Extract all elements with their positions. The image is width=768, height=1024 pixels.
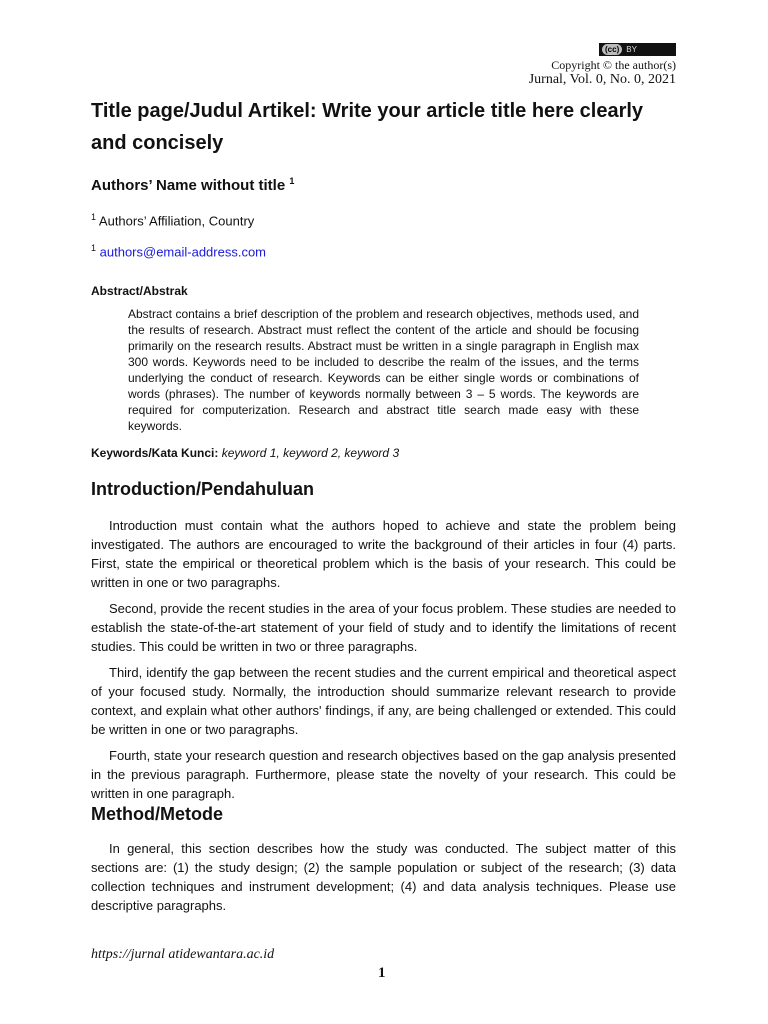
introduction-body xyxy=(91,516,676,810)
method-heading: Method/Metode xyxy=(91,804,223,824)
by-label: BY xyxy=(626,45,637,54)
authors xyxy=(91,176,294,194)
cc-by-license-badge xyxy=(599,43,676,56)
keywords xyxy=(91,446,399,460)
article-title: Title page/Judul Artikel: Write your article title here clearly and concisely xyxy=(91,100,644,154)
footer-url: https://jurnal atidewantara.ac.id xyxy=(91,947,275,962)
paragraph: Introduction must contain what the authors hoped to achieve and state the problem being investigated. The authors are encouraged to write the background of their articles in four (4) parts. First, state the empirical or theoretical problem which is the basis of your research. This could be written in one or two paragraphs. xyxy=(91,518,676,590)
page-number: 1 xyxy=(378,965,386,981)
keywords-value: keyword 1, keyword 2, keyword 3 xyxy=(221,446,400,460)
cc-icon: (cc) xyxy=(602,44,622,55)
affiliation-text: Authors’ Affiliation, Country xyxy=(98,213,255,229)
paragraph: Third, identify the gap between the recent studies and the current empirical and theoretical aspect of your focused study. Normally, the introduction should summarize relevant research to provide context, and explain what other authors' findings, if any, are being challenged or extended. This could be written in one or two paragraphs. xyxy=(91,665,676,737)
affiliation xyxy=(91,212,254,228)
author-sup: 1 xyxy=(289,176,295,186)
email-link[interactable]: authors@email-address.com xyxy=(99,244,267,260)
method-body xyxy=(91,839,676,922)
journal-info: Jurnal, Vol. 0, No. 0, 2021 xyxy=(528,72,676,87)
abstract-text: Abstract contains a brief description of the problem and research objectives, methods used, and the results of research. Abstract must reflect the content of the article and should be focusing primarily on the research results. Abstract must be written in a single paragraph in English max 300 words. Keywords need to be included to describe the realm of the issues, and the terms underlying the conduct of research. Keywords can be either single words or combinations of words (phrases). The number of keywords normally between 3 – 5 words. The keywords are required for computerization. Research and abstract title search made easy with these keywords. xyxy=(128,307,639,433)
paragraph: In general, this section describes how the study was conducted. The subject matter of this sections are: (1) the study design; (2) the sample population or subject of the research; (3) data collection techniques and instrument development; (4) and data analysis techniques. Please use descriptive paragraphs. xyxy=(91,841,676,913)
paragraph: Second, provide the recent studies in the area of your focus problem. These studies are needed to establish the state-of-the-art statement of your field of study and to identify the limitations of recent studies. This could be written in two or three paragraphs. xyxy=(91,601,676,654)
email-sup: 1 xyxy=(91,243,97,253)
author-name: Authors’ Name without title xyxy=(91,177,286,194)
paragraph: Fourth, state your research question and research objectives based on the gap analysis presented in the previous paragraph. Furthermore, please state the novelty of your research. This could be written in one paragraph. xyxy=(91,748,676,801)
copyright: Copyright © the author(s) xyxy=(551,58,676,72)
abstract-heading: Abstract/Abstrak xyxy=(91,284,188,298)
keywords-label: Keywords/Kata Kunci: xyxy=(91,446,219,460)
email-line xyxy=(91,243,266,259)
introduction-heading: Introduction/Pendahuluan xyxy=(91,479,314,499)
affiliation-sup: 1 xyxy=(91,212,97,222)
